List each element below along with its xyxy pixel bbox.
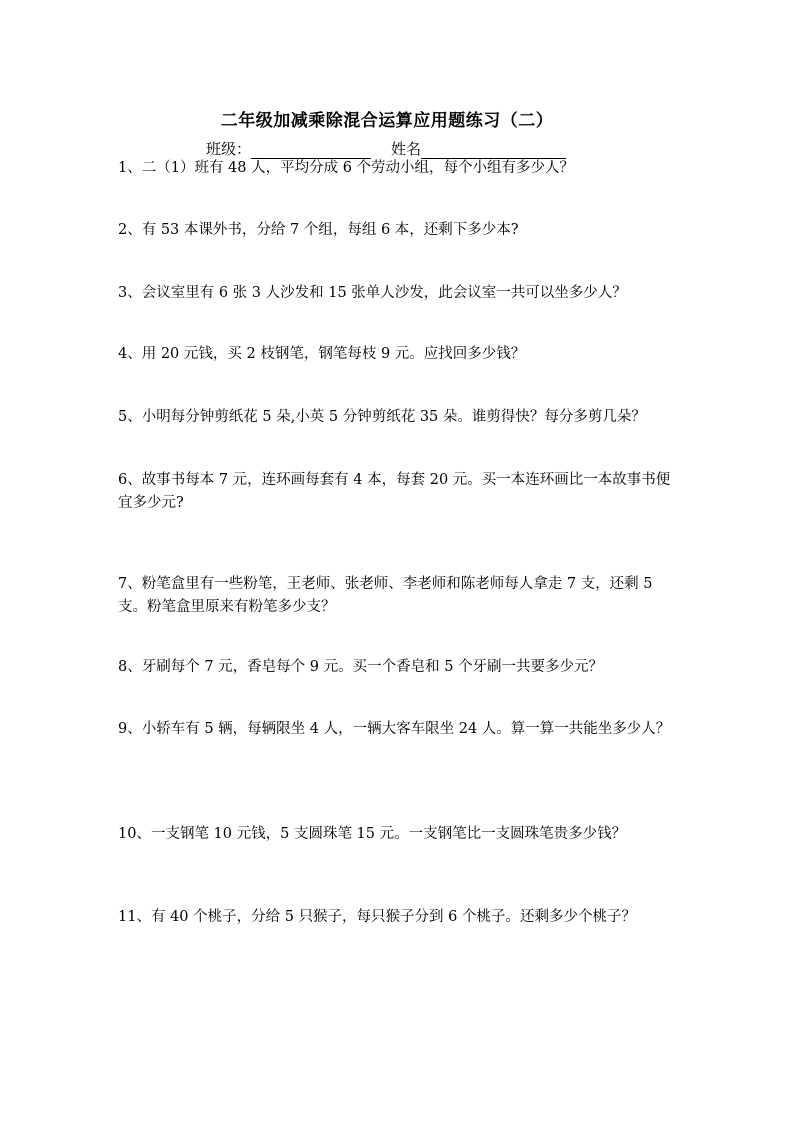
question-3: 3、会议室里有 6 张 3 人沙发和 15 张单人沙发，此会议室一共可以坐多少人？ (118, 285, 627, 301)
question-1: 1、二（1）班有 48 人，平均分成 6 个劳动小组，每个小组有多少人？ (118, 160, 575, 176)
question-4: 4、用 20 元钱，买 2 枝钢笔，钢笔每枝 9 元。应找回多少钱？ (118, 346, 526, 362)
student-info-line (206, 138, 566, 159)
question-11: 11、有 40 个桃子，分给 5 只猴子，每只猴子分到 6 个桃子。还剩多少个桃子？ (118, 909, 637, 925)
name-label: 姓名 (391, 140, 422, 158)
class-label: 班级： (206, 140, 252, 158)
question-9: 9、小轿车有 5 辆，每辆限坐 4 人，一辆大客车限坐 24 人。算一算一共能坐多少人？ (118, 721, 671, 737)
question-10: 10、一支钢笔 10 元钱，5 支圆珠笔 15 元。一支钢笔比一支圆珠笔贵多少钱？ (118, 826, 627, 842)
question-6: 6、故事书每本 7 元，连环画每套有 4 本，每套 20 元。买一本连环画比一本故事书便宜多少元? (118, 472, 671, 511)
question-7: 7、粉笔盒里有一些粉笔，王老师、张老师、李老师和陈老师每人拿走 7 支，还剩 5 支。粉笔盒里原来有粉笔多少支？ (118, 576, 653, 615)
page-title: 二年级加减乘除混合运算应用题练习（二） (220, 111, 554, 131)
question-8: 8、牙刷每个 7 元，香皂每个 9 元。买一个香皂和 5 个牙刷一共要多少元？ (118, 659, 604, 675)
question-5: 5、小明每分钟剪纸花 5 朵,小英 5 分钟剪纸花 35 朵。谁剪得快？每分多剪几朵？ (118, 409, 646, 425)
question-2: 2、有 53 本课外书，分给 7 个组，每组 6 本，还剩下多少本? (118, 222, 519, 238)
